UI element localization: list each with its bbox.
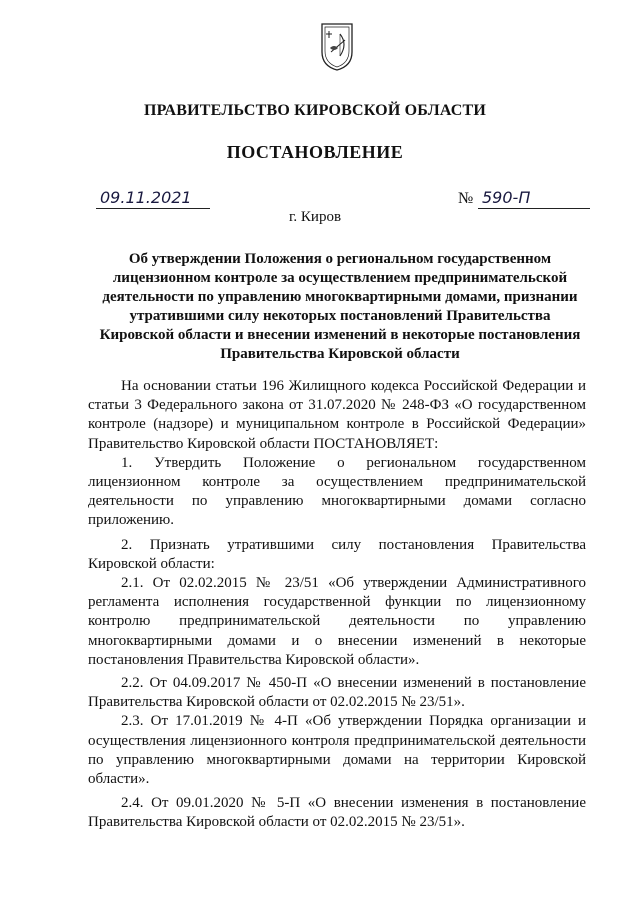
document-body xyxy=(88,377,586,833)
document-number: 590-П xyxy=(478,188,590,209)
paragraph-item-2: 2. Признать утратившими силу постановления Правительства Кировской области: xyxy=(88,536,586,572)
document-type: ПОСТАНОВЛЕНИЕ xyxy=(226,142,404,162)
title-line: деятельности по управлению многоквартирными домами, признании xyxy=(102,289,578,305)
organization-name: ПРАВИТЕЛЬСТВО КИРОВСКОЙ ОБЛАСТИ xyxy=(143,102,487,119)
number-sign: № xyxy=(458,190,474,207)
paragraph-preamble: На основании статьи 196 Жилищного кодекса Российской Федерации и статьи 3 Федерального закона от 31.07.2020 № 248-ФЗ «О государственном контроле (надзоре) и муниципальном контроле в Российской Федерации» Правительство Кировской области ПОСТАНОВЛЯЕТ: xyxy=(88,378,586,452)
document-title xyxy=(95,250,585,364)
city-name: г. Киров xyxy=(288,209,342,225)
paragraph-item-2-3: 2.3. От 17.01.2019 № 4-П «Об утверждении Порядка организации и осуществления лицензионного контроля предпринимательской деятельности по управлению многоквартирными домами на территории Кировской области». xyxy=(88,713,586,788)
title-line: Кировской области и внесении изменений в некоторые постановления xyxy=(99,327,581,343)
title-line: Правительства Кировской области xyxy=(220,346,460,362)
title-line: утратившими силу некоторых постановлений Правительства xyxy=(129,308,551,324)
paragraph-item-2-2: 2.2. От 04.09.2017 № 450-П «О внесении изменений в постановление Правительства Кировской области от 02.02.2015 № 23/51». xyxy=(88,675,586,711)
title-line: Об утверждении Положения о региональном государственном xyxy=(128,251,552,267)
coat-of-arms-icon xyxy=(320,22,354,72)
paragraph-item-2-1: 2.1. От 02.02.2015 № 23/51 «Об утверждении Административного регламента исполнения государственной функции по лицензионному контролю предпринимательской деятельности по управлению многоквартирными домами и о внесении изменений в некоторые постановления Правительства Кировской области». xyxy=(88,575,586,668)
paragraph-item-1: 1. Утвердить Положение о региональном государственном лицензионном контроле за осуществлением предпринимательской деятельности по управлению многоквартирными домами согласно приложению. xyxy=(88,454,586,529)
title-line: лицензионном контроле за осуществлением предпринимательской xyxy=(112,270,568,286)
document-date: 09.11.2021 xyxy=(96,188,210,209)
paragraph-item-2-4: 2.4. От 09.01.2020 № 5-П «О внесении изменения в постановление Правительства Кировской области от 02.02.2015 № 23/51». xyxy=(88,795,586,831)
